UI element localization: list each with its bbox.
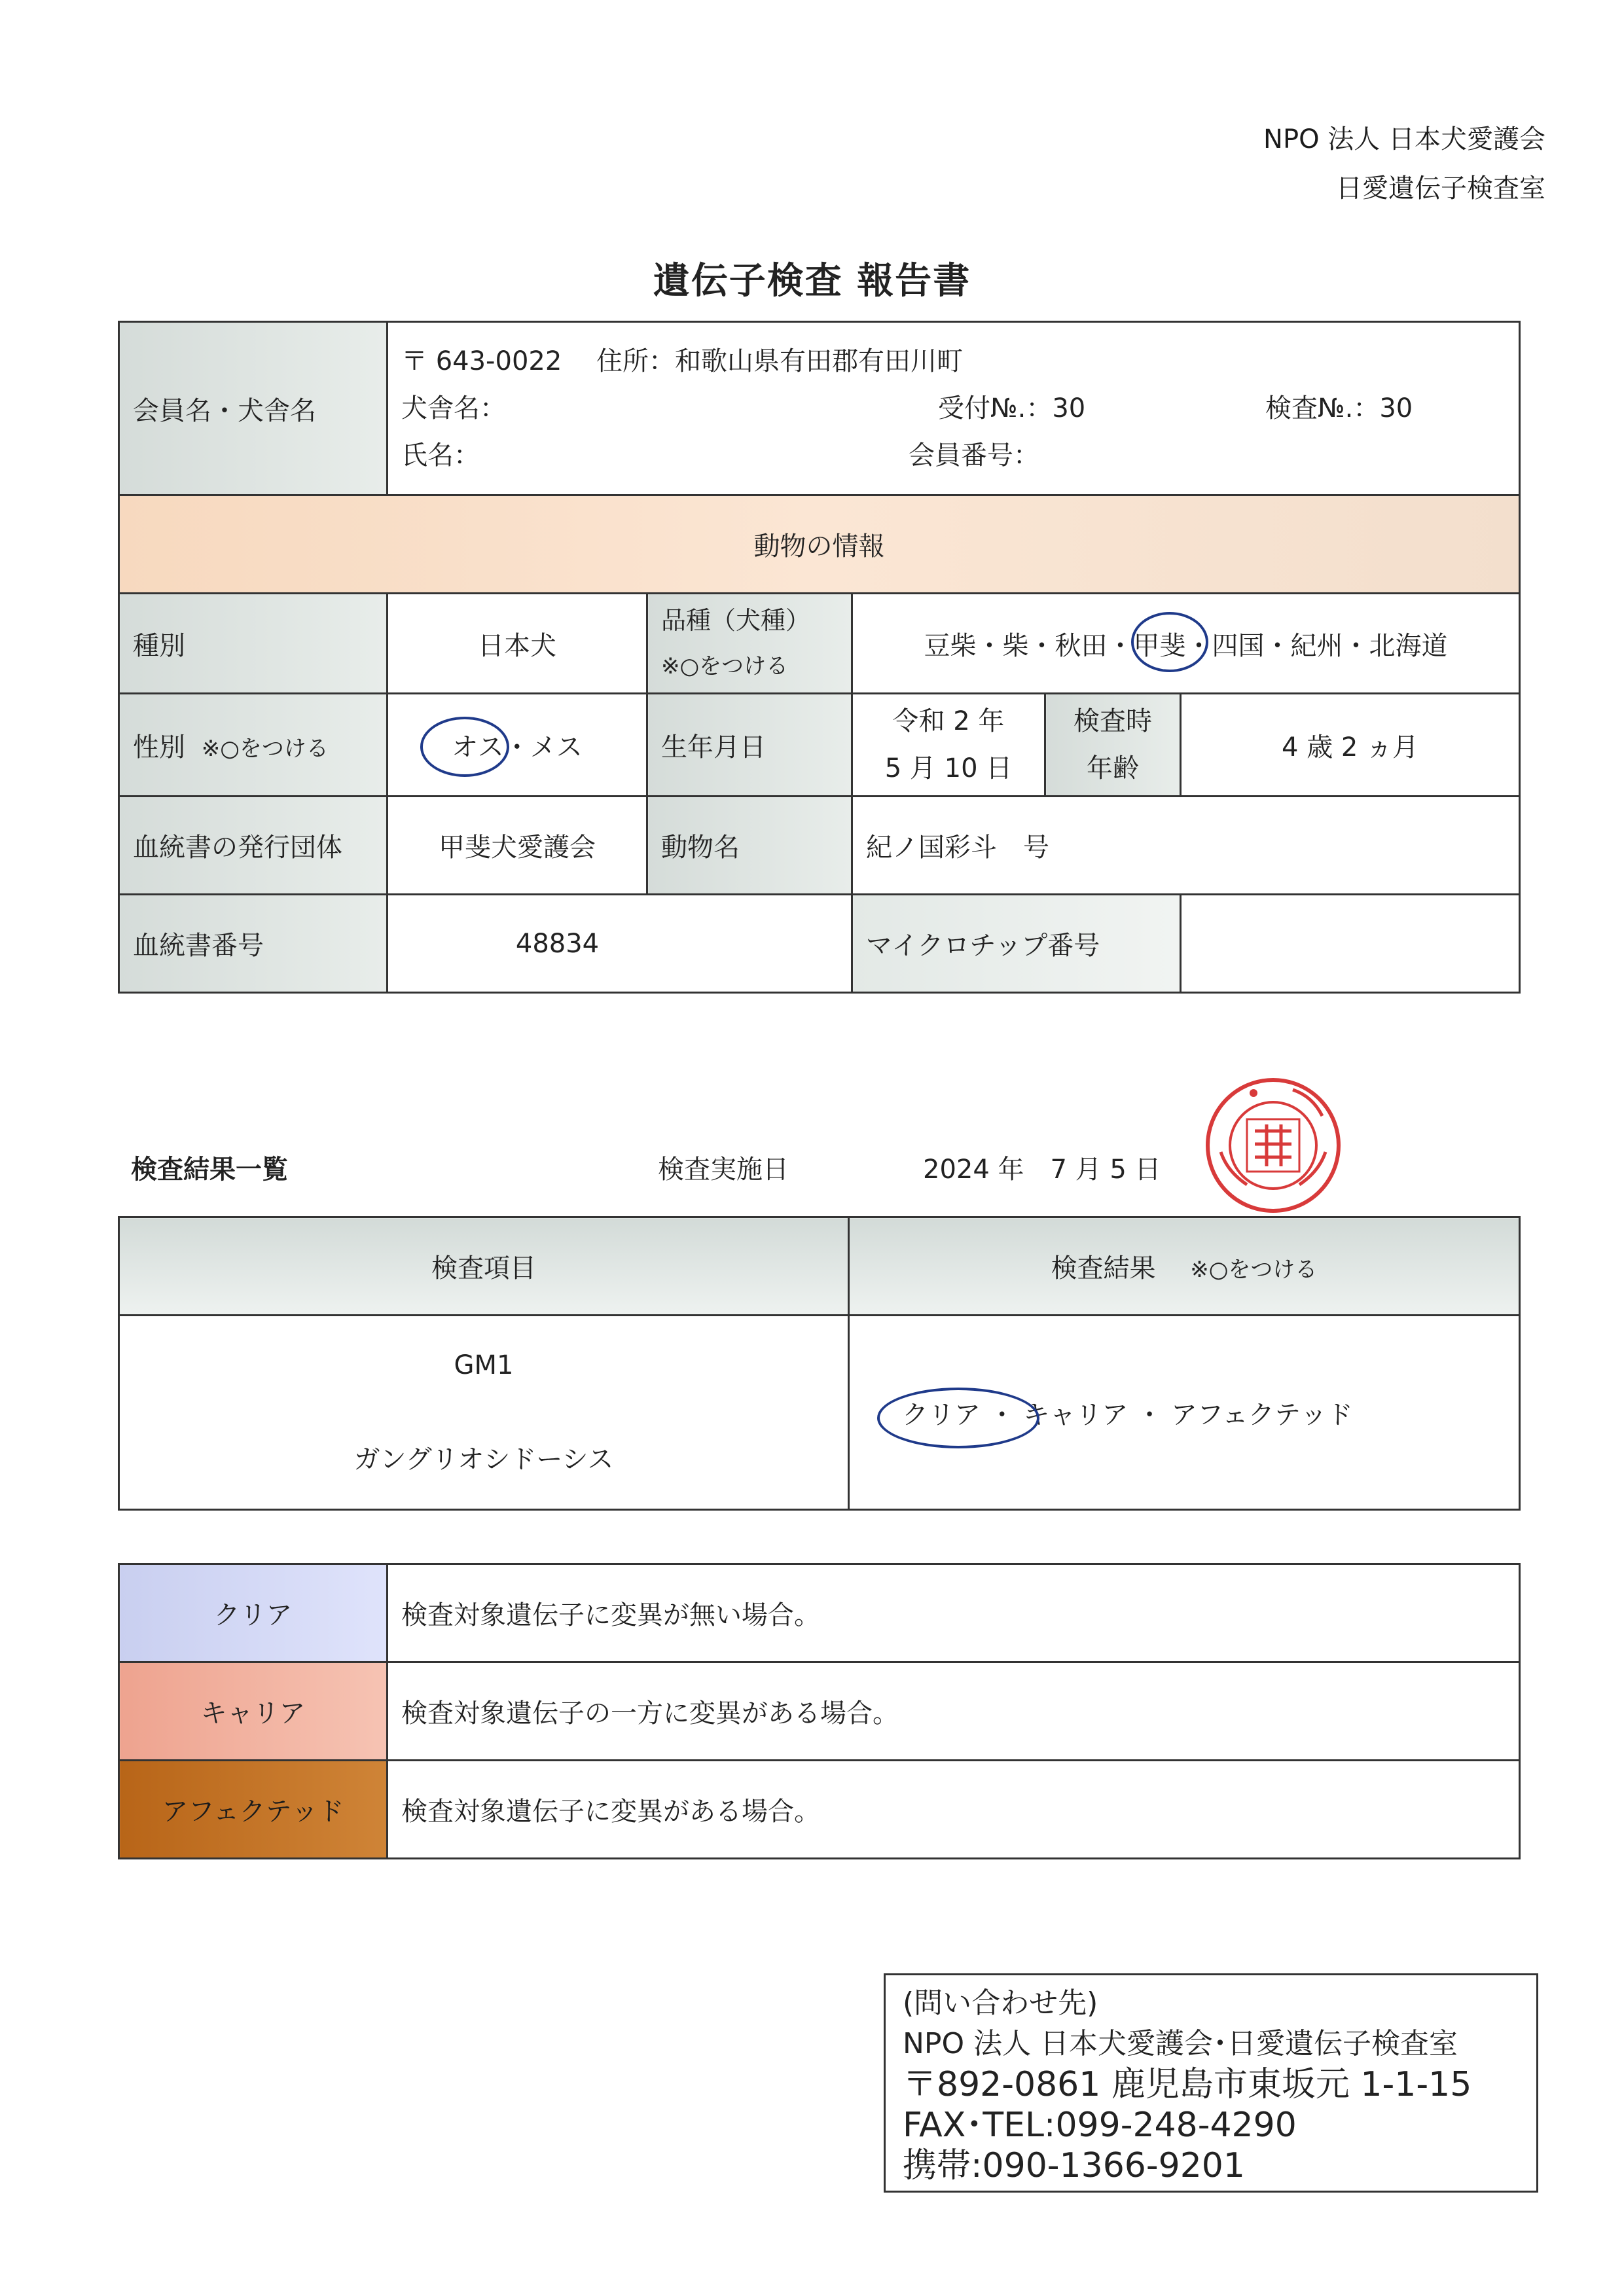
legend-carrier-description: 検査対象遺伝子の一方に変異がある場合。 [388, 1662, 1520, 1761]
inspection-number: 検査№.：30 [1265, 393, 1413, 423]
sex-options: オス・メス [388, 694, 647, 797]
sex-label-text: 性別 [133, 732, 185, 762]
breed-note: ※○をつける [661, 653, 789, 679]
test-result-header-text: 検査結果 [1051, 1253, 1156, 1283]
legend-carrier-term: キャリア [119, 1662, 388, 1761]
legend-affected-term: アフェクテッド [119, 1761, 388, 1859]
legend-clear-term: クリア [119, 1564, 388, 1662]
organization-name: NPO 法人 日本犬愛護会 [1263, 124, 1545, 154]
reception-number: 受付№.：30 [938, 393, 1086, 423]
pedigree-org-value: 甲斐犬愛護会 [388, 797, 647, 895]
member-label: 会員名・犬舎名 [119, 322, 388, 495]
address: 住所：和歌山県有田郡有田川町 [596, 346, 964, 376]
contact-address: 〒892-0861 鹿児島市東坂元 1-1-15 [903, 2065, 1472, 2104]
breed-label-text: 品種（犬種） [661, 606, 811, 635]
microchip-label: マイクロチップ番号 [852, 895, 1181, 993]
breed-options: 豆柴・柴・秋田・甲斐・四国・紀州・北海道 [852, 594, 1520, 694]
postal-code: 〒 643-0022 [401, 346, 562, 376]
test-item-name: ガングリオシドーシス [353, 1444, 614, 1475]
contact-organization: NPO 法人 日本犬愛護会･日愛遺伝子検査室 [903, 2027, 1458, 2060]
test-date-label: 検査実施日 [658, 1155, 789, 1185]
species-value: 日本犬 [388, 594, 647, 694]
contact-mobile: 携帯:090-1366-9201 [903, 2146, 1245, 2185]
legend-table [118, 1563, 1521, 1859]
member-info [388, 322, 1520, 495]
dob-label: 生年月日 [647, 694, 852, 797]
legend-clear-description: 検査対象遺伝子に変異が無い場合。 [388, 1564, 1520, 1662]
result-selection-circle [877, 1388, 1039, 1448]
dob-year: 令和 2 年 [892, 706, 1005, 736]
age-label [1045, 694, 1181, 797]
lab-name: 日愛遺伝子検査室 [1336, 173, 1545, 204]
microchip-value [1181, 895, 1520, 993]
contact-fax-tel: FAX･TEL:099-248-4290 [903, 2106, 1297, 2145]
sex-label [119, 694, 388, 797]
owner-name-label: 氏名： [401, 440, 480, 471]
test-item [119, 1316, 849, 1510]
animal-info-table [118, 494, 1521, 994]
animal-name-label: 動物名 [647, 797, 852, 895]
sex-note: ※○をつける [201, 735, 329, 762]
dob-month-day: 5 月 10 日 [884, 753, 1013, 783]
legend-affected-description: 検査対象遺伝子に変異がある場合。 [388, 1761, 1520, 1859]
pedigree-number-value: 48834 [388, 895, 852, 993]
breed-label [647, 594, 852, 694]
kennel-name-label: 犬舎名： [401, 393, 506, 423]
animal-name-value: 紀ノ国彩斗 号 [852, 797, 1520, 895]
dob-value [852, 694, 1045, 797]
official-seal [1201, 1073, 1345, 1217]
test-result-header [849, 1217, 1520, 1316]
test-item-code: GM1 [454, 1350, 514, 1380]
age-value: 4 歳 2 ヵ月 [1181, 694, 1520, 797]
results-title: 検査結果一覧 [131, 1155, 288, 1185]
species-label: 種別 [119, 594, 388, 694]
test-date-value: 2024 年 7 月 5 日 [923, 1155, 1161, 1185]
age-label-line2: 年齢 [1087, 753, 1139, 783]
member-table [118, 321, 1521, 496]
results-table [118, 1216, 1521, 1511]
animal-info-heading: 動物の情報 [119, 495, 1520, 594]
test-result-note: ※○をつける [1190, 1257, 1318, 1283]
test-result-options: クリア ・ キャリア ・ アフェクテッド [849, 1316, 1520, 1510]
pedigree-org-label: 血統書の発行団体 [119, 797, 388, 895]
breed-selection-circle [1131, 612, 1208, 672]
age-label-line1: 検査時 [1074, 706, 1152, 736]
test-item-header: 検査項目 [119, 1217, 849, 1316]
contact-box [884, 1973, 1538, 2193]
sex-selection-circle [420, 717, 509, 777]
document-title: 遺伝子検査 報告書 [653, 260, 971, 302]
pedigree-number-label: 血統書番号 [119, 895, 388, 993]
contact-heading: (問い合わせ先) [903, 1986, 1098, 2020]
member-number-label: 会員番号： [909, 440, 1039, 471]
